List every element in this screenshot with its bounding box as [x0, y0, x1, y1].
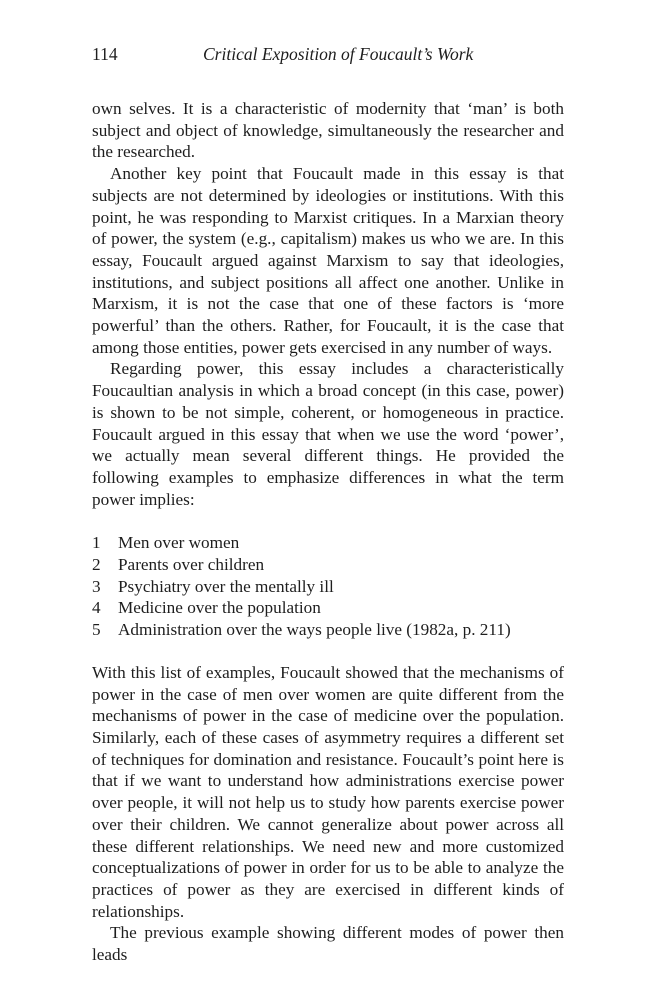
- list-item: [92, 554, 564, 576]
- list-item-text: Administration over the ways people live (1982a, p. 211): [118, 620, 511, 640]
- list-item: [92, 619, 564, 641]
- list-item-number: 2: [92, 555, 101, 575]
- list-item-number: 1: [92, 533, 101, 553]
- list-item-number: 3: [92, 576, 101, 596]
- paragraph-1: own selves. It is a characteristic of modernity that ‘man’ is both subject and object of knowledge, simultaneously the researcher and the researched.: [92, 99, 564, 162]
- paragraph-3: Regarding power, this essay includes a characteristically Foucaultian analysis in which a broad concept (in this case, power) is shown to be not simple, coherent, or homogeneous in practice. Foucault argued in this essay that when we use the word ‘power’, we actually mean several different things. He provided the following examples to emphasize differences in what the term power implies:: [92, 359, 564, 509]
- running-head: [92, 44, 564, 68]
- running-title: Critical Exposition of Foucault’s Work: [203, 44, 474, 64]
- list-item-number: 5: [92, 620, 101, 640]
- list-item-text: Psychiatry over the mentally ill: [118, 576, 334, 596]
- examples-list: [92, 532, 564, 641]
- list-item-text: Medicine over the population: [118, 598, 321, 618]
- list-item-text: Men over women: [118, 533, 240, 553]
- list-item: [92, 597, 564, 619]
- list-item: [92, 576, 564, 598]
- page-number: 114: [92, 44, 118, 64]
- paragraph-5: The previous example showing different modes of power then leads: [92, 923, 564, 965]
- body-text: [92, 98, 564, 966]
- list-item-text: Parents over children: [118, 555, 265, 575]
- paragraph-2: Another key point that Foucault made in this essay is that subjects are not determined by ideologies or institutions. With this point, he was responding to Marxist critiques. In a Marxian theory of power, the system (e.g., capitalism) makes us who we are. In this essay, Foucault argued against Marxism to say that ideologies, institutions, and subject positions all affect one another. Unlike in Marxism, it is not the case that one of these factors is ‘more powerful’ than the others. Rather, for Foucault, it is the case that among those entities, power gets exercised in any number of ways.: [92, 164, 564, 357]
- list-item: [92, 532, 564, 554]
- list-item-number: 4: [92, 598, 101, 618]
- paragraph-4: With this list of examples, Foucault showed that the mechanisms of power in the case of men over women are quite different from the mechanisms of power in the case of medicine over the population. Similarly, each of these cases of asymmetry requires a different set of techniques for domination and resistance. Foucault’s point here is that if we want to understand how administrations exercise power over people, it will not help us to study how parents exercise power over their children. We cannot generalize about power across all these different relationships. We need new and more customized conceptualizations of power in order for us to be able to analyze the practices of power as they are exercised in different kinds of relationships.: [92, 662, 564, 921]
